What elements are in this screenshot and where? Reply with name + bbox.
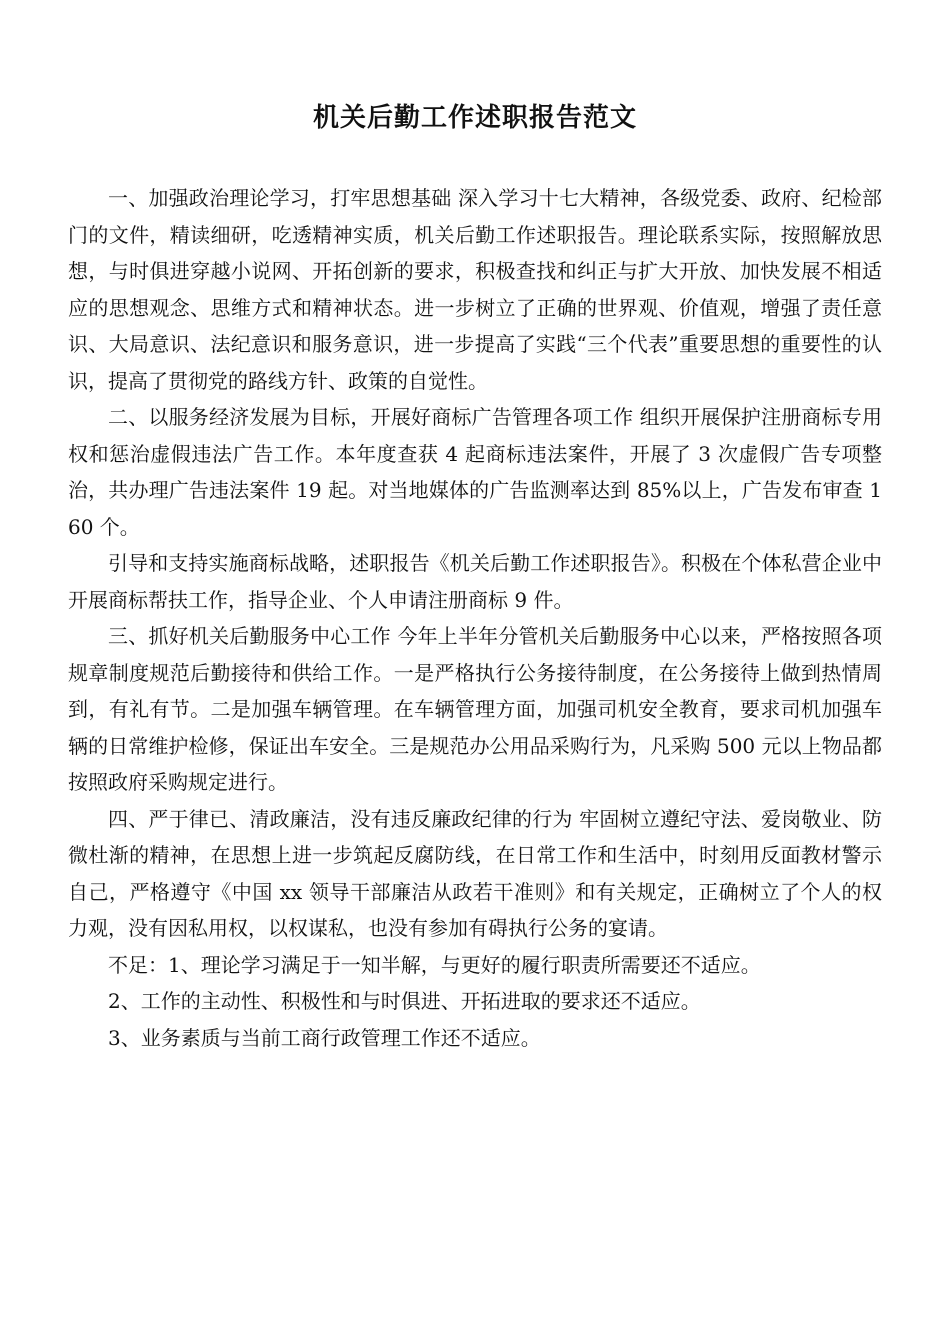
paragraph-shortcoming-3: 3、业务素质与当前工商行政管理工作还不适应。	[108, 1025, 541, 1050]
paragraph-trademark-advertising: 二、以服务经济发展为目标，开展好商标广告管理各项工作 组织开展保护注册商标专用权和惩治虚假违法广告工作。本年度查获 4 起商标违法案件，开展了 3 次虚假广告专项整治，共办理广告违法案件 19 起。对当地媒体的广告监测率达到 85%以上，广告发布审查 160 个。	[68, 405, 882, 539]
paragraph-integrity: 四、严于律已、清政廉洁，没有违反廉政纪律的行为 牢固树立遵纪守法、爱岗敬业、防微杜渐的精神，在思想上进一步筑起反腐防线，在日常工作和生活中，时刻用反面教材警示自己，严格遵守《中国 xx 领导干部廉洁从政若干准则》和有关规定，正确树立了个人的权力观，没有因私用权，以权谋私，也没有参加有碍执行公务的宴请。	[68, 806, 882, 940]
document-body	[68, 180, 882, 1056]
paragraph-political-study: 一、加强政治理论学习，打牢思想基础 深入学习十七大精神，各级党委、政府、纪检部门的文件，精读细研，吃透精神实质，机关后勤工作述职报告。理论联系实际，按照解放思想，与时俱进穿越小说网、开拓创新的要求，积极查找和纠正与扩大开放、加快发展不相适应的思想观念、思维方式和精神状态。进一步树立了正确的世界观、价值观，增强了责任意识、大局意识、法纪意识和服务意识，进一步提高了实践“三个代表”重要思想的重要性的认识，提高了贯彻党的路线方针、政策的自觉性。	[68, 186, 882, 393]
paragraph-shortcoming-1: 不足：1、理论学习满足于一知半解，与更好的履行职责所需要还不适应。	[108, 952, 761, 977]
document-title: 机关后勤工作述职报告范文	[312, 103, 637, 133]
paragraph-trademark-strategy: 引导和支持实施商标战略，述职报告《机关后勤工作述职报告》。积极在个体私营企业中开展商标帮扶工作，指导企业、个人申请注册商标 9 件。	[68, 551, 882, 612]
paragraph-shortcoming-2: 2、工作的主动性、积极性和与时俱进、开拓进取的要求还不适应。	[108, 989, 701, 1013]
paragraph-logistics-center: 三、抓好机关后勤服务中心工作 今年上半年分管机关后勤服务中心以来，严格按照各项规章制度规范后勤接待和供给工作。一是严格执行公务接待制度，在公务接待上做到热情周到，有礼有节。二是加强车辆管理。在车辆管理方面，加强司机安全教育，要求司机加强车辆的日常维护检修，保证出车安全。三是规范办公用品采购行为，凡采购 500 元以上物品都按照政府采购规定进行。	[68, 624, 882, 794]
